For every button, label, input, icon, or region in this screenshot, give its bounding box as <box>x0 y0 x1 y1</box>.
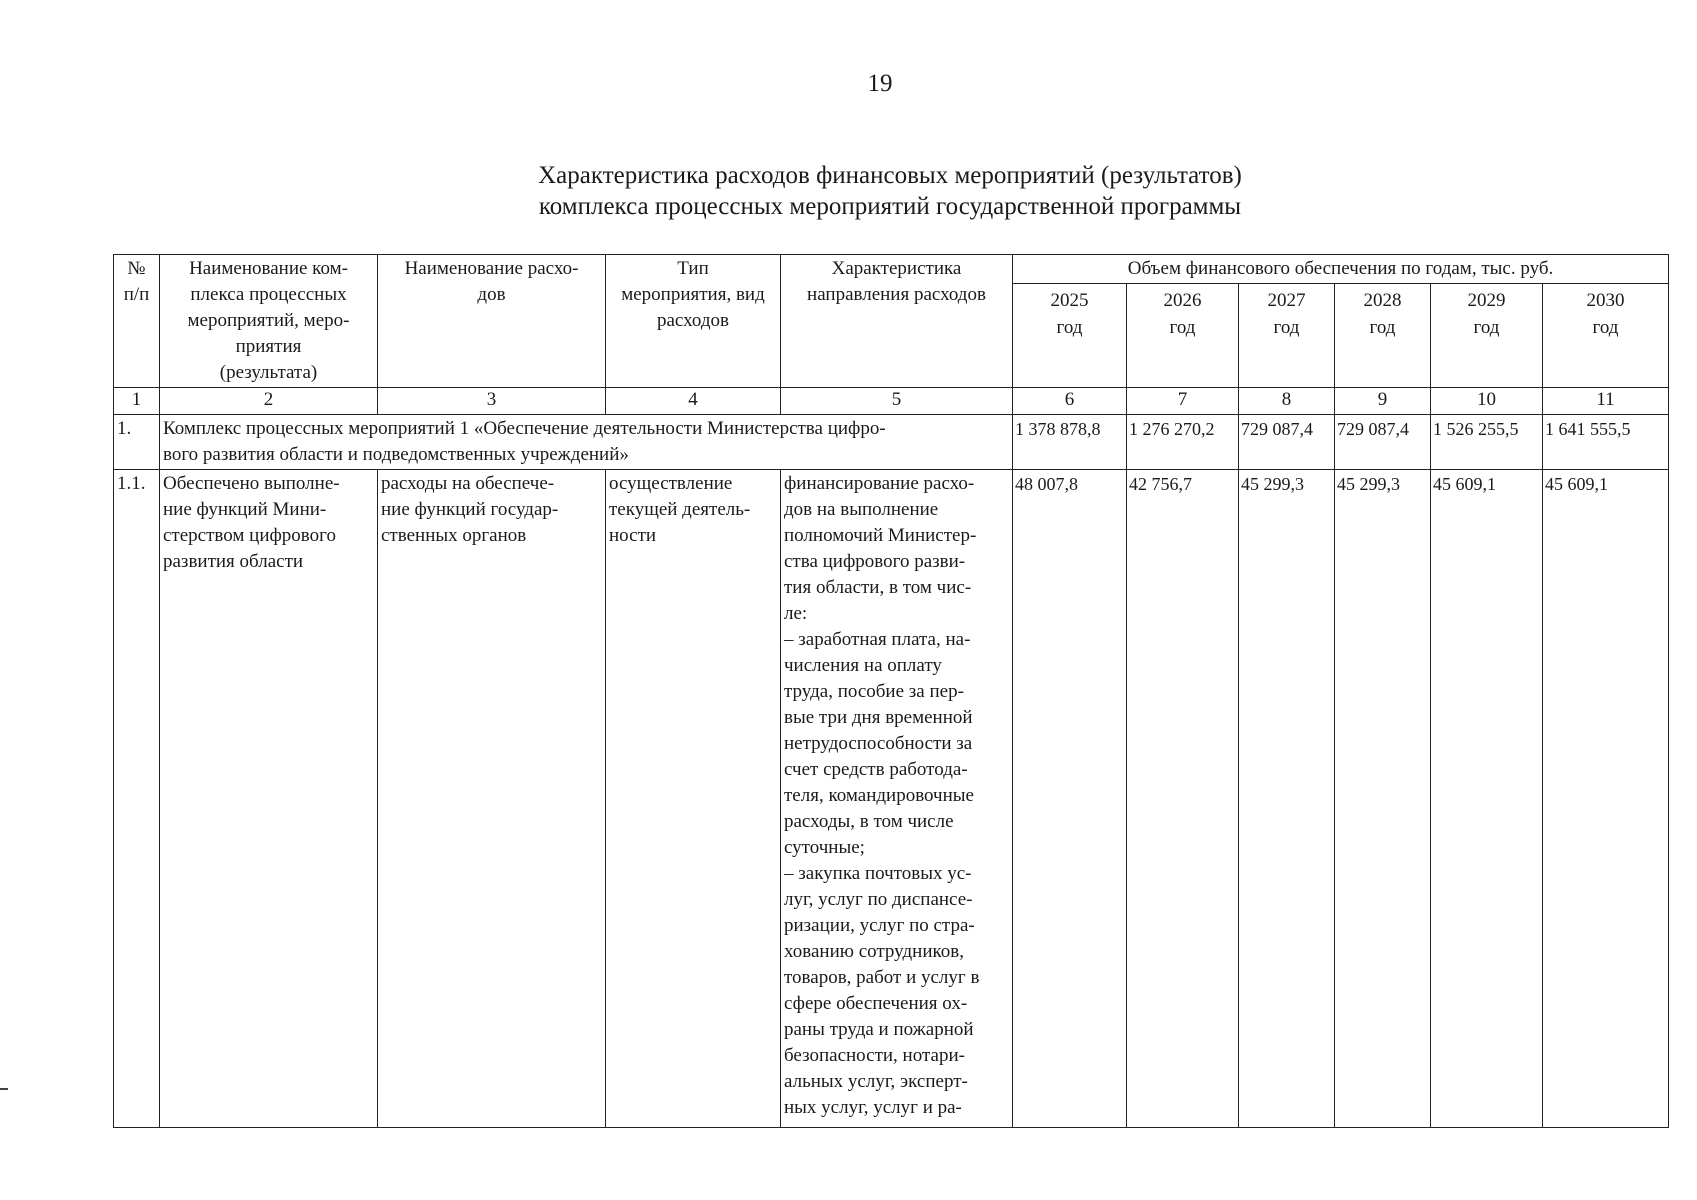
event-name <box>160 470 378 1128</box>
text-line: ных услуг, услуг и ра- <box>784 1097 962 1118</box>
amount-2026: 42 756,7 <box>1127 470 1239 1128</box>
text-line: вые три дня временной <box>784 707 973 728</box>
text-line: ние функций Мини- <box>163 499 327 520</box>
text-line: стерством цифрового <box>163 525 336 546</box>
text-line: нетрудоспособности за <box>784 733 973 754</box>
text-line: мероприятия, вид <box>621 284 765 305</box>
table-row-event-1-1 <box>114 470 1669 1128</box>
amount-2027: 45 299,3 <box>1239 470 1335 1128</box>
text-line: полномочий Министер- <box>784 525 977 546</box>
text-line: 2029 <box>1467 290 1506 311</box>
header-complex-name <box>160 255 378 388</box>
text-line: год <box>1273 317 1300 338</box>
amount-2025: 1 378 878,8 <box>1013 415 1127 470</box>
row-number: 1.1. <box>114 470 160 1128</box>
document-title <box>470 160 1310 222</box>
row-number: 1. <box>114 415 160 470</box>
expense-name <box>378 470 606 1128</box>
header-funding-volume: Объем финансового обеспечения по годам, тыс. руб. <box>1013 255 1669 284</box>
text-line: п/п <box>123 284 150 305</box>
text-line: год <box>1056 317 1083 338</box>
column-number: 7 <box>1127 388 1239 415</box>
text-line: направления расходов <box>807 284 986 305</box>
text-line: товаров, работ и услуг в <box>784 967 980 988</box>
title-line-1: Характеристика расходов финансовых мероприятий (результатов) <box>538 162 1242 189</box>
text-line: плекса процессных <box>190 284 347 305</box>
header-expense-name <box>378 255 606 388</box>
amount-2026: 1 276 270,2 <box>1127 415 1239 470</box>
text-line: дов <box>477 284 506 305</box>
column-number: 3 <box>378 388 606 415</box>
event-type <box>606 470 781 1128</box>
text-line: сфере обеспечения ох- <box>784 993 968 1014</box>
amount-2029: 45 609,1 <box>1431 470 1543 1128</box>
text-line: труда, пособие за пер- <box>784 681 964 702</box>
text-line: дов на выполнение <box>784 499 939 520</box>
header-year-2028 <box>1335 284 1431 388</box>
text-line: счет средств работода- <box>784 759 968 780</box>
text-line: год <box>1592 317 1619 338</box>
text-line: приятия <box>235 336 302 357</box>
amount-2027: 729 087,4 <box>1239 415 1335 470</box>
column-number: 4 <box>606 388 781 415</box>
text-line: ности <box>609 525 657 546</box>
text-line: числения на оплату <box>784 655 942 676</box>
text-line: тия области, в том чис- <box>784 577 972 598</box>
text-line: год <box>1169 317 1196 338</box>
text-line: Обеспечено выполне- <box>163 473 340 494</box>
header-year-2025 <box>1013 284 1127 388</box>
text-line: мероприятий, меро- <box>187 310 350 331</box>
header-year-2029 <box>1431 284 1543 388</box>
header-description <box>781 255 1013 388</box>
text-line: расходы, в том числе <box>784 811 954 832</box>
text-line: – закупка почтовых ус- <box>784 863 972 884</box>
page-number: 19 <box>867 70 893 97</box>
text-line: безопасности, нотари- <box>784 1045 965 1066</box>
text-line: луг, услуг по диспансе- <box>784 889 973 910</box>
text-line: осуществление <box>609 473 733 494</box>
title-line-2: комплекса процессных мероприятий государственной программы <box>538 193 1242 220</box>
column-number: 5 <box>781 388 1013 415</box>
amount-2030: 45 609,1 <box>1543 470 1669 1128</box>
amount-2030: 1 641 555,5 <box>1543 415 1669 470</box>
header-number <box>114 255 160 388</box>
text-line: хованию сотрудников, <box>784 941 964 962</box>
text-line: ризации, услуг по стра- <box>784 915 975 936</box>
text-line: теля, командировочные <box>784 785 974 806</box>
text-line: расходы на обеспече- <box>381 473 555 494</box>
text-line: Тип <box>677 258 709 279</box>
text-line: № <box>127 258 146 279</box>
text-line: 2026 <box>1163 290 1202 311</box>
text-line: альных услуг, эксперт- <box>784 1071 968 1092</box>
expense-description <box>781 470 1013 1128</box>
text-line: суточные; <box>784 837 865 858</box>
text-line: ле: <box>784 603 808 624</box>
text-line: ства цифрового разви- <box>784 551 966 572</box>
text-line: ственных органов <box>381 525 527 546</box>
text-line: Характеристика <box>831 258 962 279</box>
financing-table <box>113 254 1669 1128</box>
column-number: 8 <box>1239 388 1335 415</box>
column-number: 9 <box>1335 388 1431 415</box>
text-line: ние функций государ- <box>381 499 559 520</box>
text-line: (результата) <box>219 362 318 383</box>
text-line: год <box>1473 317 1500 338</box>
scan-margin-mark <box>0 1088 8 1090</box>
amount-2028: 729 087,4 <box>1335 415 1431 470</box>
complex-name <box>160 415 1013 470</box>
column-number: 1 <box>114 388 160 415</box>
amount-2029: 1 526 255,5 <box>1431 415 1543 470</box>
text-line: финансирование расхо- <box>784 473 975 494</box>
table-row-complex-1 <box>114 415 1669 470</box>
text-line: 2028 <box>1363 290 1402 311</box>
text-line: Комплекс процессных мероприятий 1 «Обеспечение деятельности Министерства цифро- <box>163 418 886 439</box>
column-number: 6 <box>1013 388 1127 415</box>
header-year-2026 <box>1127 284 1239 388</box>
header-year-2030 <box>1543 284 1669 388</box>
text-line: вого развития области и подведомственных учреждений» <box>163 444 629 465</box>
text-line: – заработная плата, на- <box>784 629 971 650</box>
text-line: год <box>1369 317 1396 338</box>
text-line: текущей деятель- <box>609 499 751 520</box>
text-line: 2025 <box>1050 290 1089 311</box>
text-line: расходов <box>657 310 729 331</box>
text-line: 2030 <box>1586 290 1625 311</box>
text-line: Наименование ком- <box>189 258 348 279</box>
header-year-2027 <box>1239 284 1335 388</box>
amount-2028: 45 299,3 <box>1335 470 1431 1128</box>
amount-2025: 48 007,8 <box>1013 470 1127 1128</box>
column-number: 2 <box>160 388 378 415</box>
column-number: 10 <box>1431 388 1543 415</box>
column-number-row <box>114 388 1669 415</box>
header-event-type <box>606 255 781 388</box>
text-line: Наименование расхо- <box>404 258 579 279</box>
text-line: 2027 <box>1267 290 1306 311</box>
text-line: раны труда и пожарной <box>784 1019 974 1040</box>
text-line: развития области <box>163 551 304 572</box>
column-number: 11 <box>1543 388 1669 415</box>
